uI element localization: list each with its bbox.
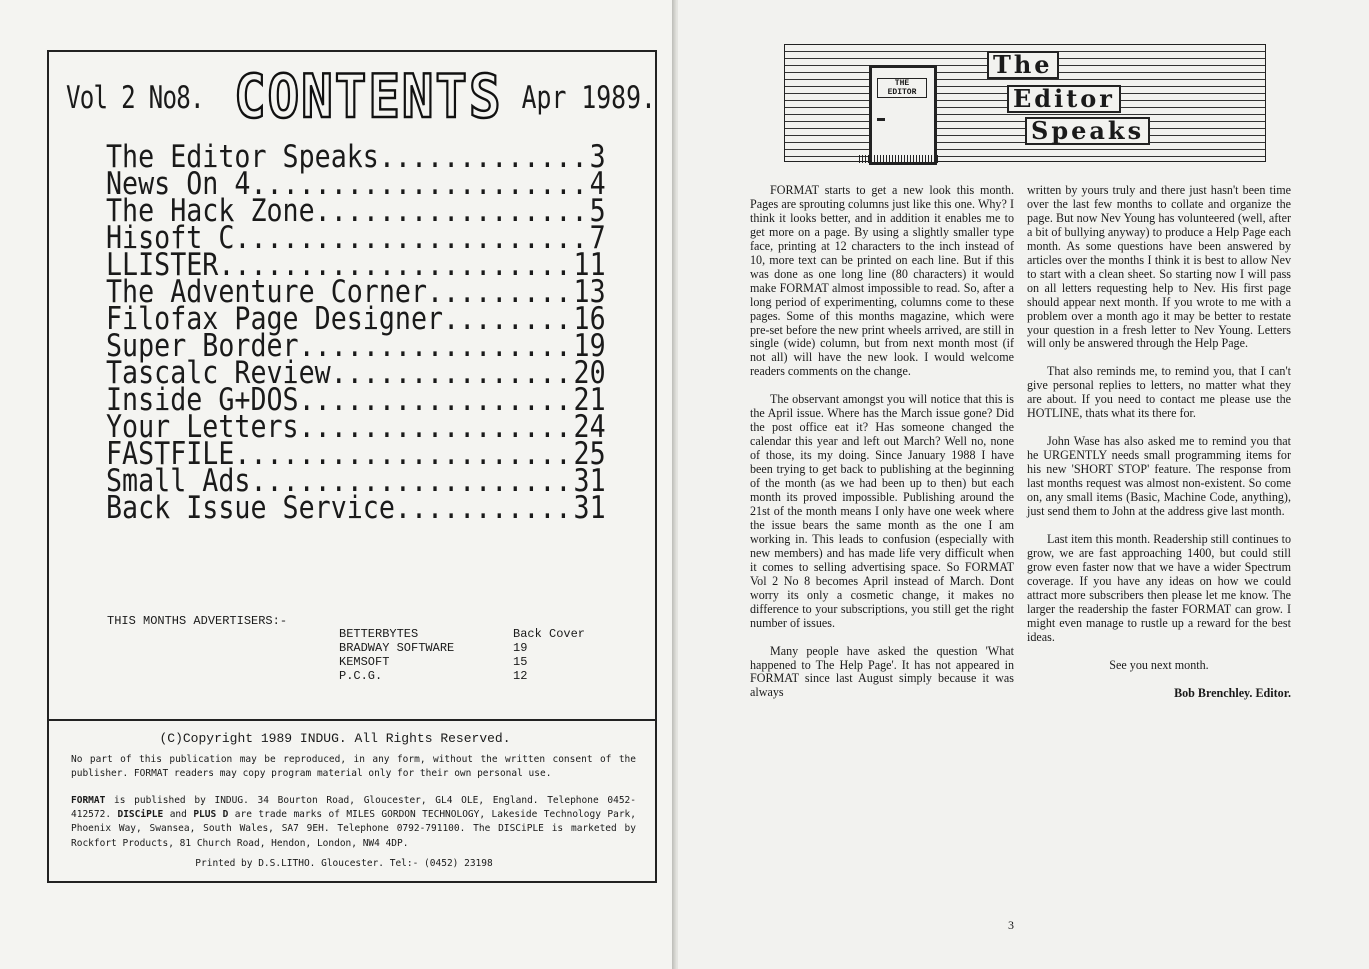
advertiser-name: P.C.G.: [339, 669, 383, 683]
toc-leader: [427, 279, 574, 306]
publisher-text-c: are trade marks of MILES GORDON TECHNOLOGY, Lakeside Technology Park, Phoenix Way, Swansea, South Wales, SA7 9EH. Telephone 0792-791100. The DISCiPLE is marketed by Rockfort Products, 81 Church Road, Hendon, London, NW4 4DP.: [71, 809, 636, 849]
toc-leader: [299, 414, 574, 441]
editor-banner: [784, 44, 1266, 162]
volume-label: Vol 2 No8.: [66, 80, 204, 116]
advertiser-page: 15: [513, 655, 528, 669]
toc-leader: [299, 333, 574, 360]
advertiser-row: [339, 655, 629, 669]
toc-page: 24: [573, 409, 606, 445]
toc-leader: [315, 198, 590, 225]
toc-leader: [443, 306, 573, 333]
closing-line: See you next month.: [1109, 657, 1209, 672]
toc-entry: [106, 490, 606, 526]
toc-leader: [395, 495, 574, 522]
toc-title: FASTFILE: [106, 436, 235, 472]
toc-leader: [331, 360, 574, 387]
advertiser-row: [339, 627, 629, 641]
advertiser-name: KEMSOFT: [339, 655, 390, 669]
toc-page: 20: [573, 355, 606, 391]
article-paragraph: Last item this month. Readership still continues to grow, we are fast approaching 1400, but could still grow even faster now that we have a wider Spectrum coverage. If you have any ideas on how we could attract more subscribers then please let me know. The larger the readership the faster FORMAT can grow. I might even manage to rustle up a reward for the best ideas.: [1027, 531, 1291, 644]
advertiser-page: 19: [513, 641, 528, 655]
article-paragraph: John Wase has also asked me to remind you that he URGENTLY needs small programming items for his new 'SHORT STOP' feature. The response from last months request was almost non-existent. So come on, any small items (Basic, Machine Code, anything), just send them to John at the address give last month.: [1027, 434, 1291, 519]
copyright-notice: (C)Copyright 1989 INDUG. All Rights Reserved.: [159, 731, 511, 746]
editor-page: [678, 0, 1369, 969]
toc-title: Super Border: [106, 328, 299, 364]
toc-title: Inside G+DOS: [106, 382, 299, 418]
masthead: [66, 60, 656, 140]
door-sign: [877, 78, 927, 98]
banner-word-2: Editor: [1007, 85, 1121, 113]
toc-page: 7: [589, 220, 606, 256]
article-column-right: [1027, 184, 1291, 715]
toc-leader: [299, 387, 574, 414]
toc-title: The Adventure Corner: [106, 274, 428, 310]
toc-page: 5: [589, 193, 606, 229]
publisher-text-b: and: [163, 809, 194, 821]
advertiser-page: Back Cover: [513, 627, 586, 641]
advertiser-row: [339, 641, 629, 655]
banner-word-3: Speaks: [1025, 117, 1150, 145]
toc-page: 13: [573, 274, 606, 310]
plusd-bold: PLUS D: [193, 809, 229, 821]
door-sign-line-1: THE: [894, 79, 910, 88]
toc-page: 16: [573, 301, 606, 337]
toc-title: The Hack Zone: [106, 193, 315, 229]
imprint-box: [49, 719, 655, 869]
door-sign-line-2: EDITOR: [887, 88, 917, 97]
format-bold: FORMAT: [71, 795, 106, 806]
doorstep-icon: [859, 155, 939, 163]
contents-page: [0, 0, 676, 969]
advertiser-page: 12: [513, 669, 528, 683]
toc-page: 25: [573, 436, 606, 472]
article-paragraph: written by yours truly and there just hasn't been time over the last few months to collate and organize the page. But now Nev Young has volunteered (well, after a bit of bullying anyway) to produce a Help Page each month. As some questions have been answered by articles over the months I think it is best to allow Nev to start with a clean sheet. So starting now I will pass on all letters requesting help to Nev. His first page should appear next month. If you wrote to me with a problem over a month ago it may be better to restate your question in a fresh letter to Nev Young. Letters will only be answered through the Help Page.: [1027, 183, 1291, 351]
advertiser-name: BETTERBYTES: [339, 627, 419, 641]
advertiser-name: BRADWAY SOFTWARE: [339, 641, 455, 655]
article-paragraph: The observant amongst you will notice that this is the April issue. Where has the March issue gone? Did the post office eat it? Has someone changed the calendar this year and left out March? Well no, none of those, its my doing. Since January 1988 I have been trying to get back to publishing at the beginning of the month (as we had been up to then) but each month its proved impossible. Publishing around the 21st of the month means I only have one week where the issue bears the same month as the one I am working in. This leads to confusion (especially with new members) and has made life very difficult when it comes to selling advertising space. So FORMAT Vol 2 No 8 becomes April instead of March. Dont worry its only a cosmetic change, it makes no difference to your subscriptions, you still get the right number of issues.: [750, 392, 1014, 630]
door-icon: [869, 65, 937, 165]
disciple-bold: DISCiPLE: [117, 809, 164, 821]
toc-leader: [234, 441, 573, 468]
toc-title: Back Issue Service: [106, 490, 395, 526]
editor-signature: Bob Brenchley. Editor.: [1174, 685, 1291, 700]
article-paragraph: FORMAT starts to get a new look this month. Pages are sprouting columns just like this one. Why? I think it looks better, and in addition it enables me to get more on a page. By using a slightly smaller type face, printing at 12 characters to the inch instead of 10, more text can be printed on each line. But if this was done as one long line (80 characters) it would make FORMAT almost impossible to read. So, after a long period of experimenting, columns come to these pages. Some of this months magazine, which were pre-set before the new print wheels arrived, are still in single (wide) column, but from next month most (if not all) will have the new look. I would welcome readers comments on the change.: [750, 183, 1014, 379]
banner-word-1: The: [987, 51, 1059, 79]
toc-title: LLISTER: [106, 247, 219, 283]
advertisers-list: [339, 627, 629, 683]
toc-title: Your Letters: [106, 409, 299, 445]
issue-date: Apr 1989.: [521, 80, 656, 116]
toc-title: Hisoft C: [106, 220, 235, 256]
contents-frame: [47, 50, 657, 883]
publisher-notice: [71, 794, 636, 851]
toc-title: The Editor Speaks: [106, 139, 379, 175]
advertiser-row: [339, 669, 629, 683]
article-column-left: [750, 184, 1014, 714]
article-paragraph: That also reminds me, to remind you, that I can't give personal replies to letters, no matter what they are about. If you need to contact me please use the HOTLINE, thats what its there for.: [1027, 364, 1291, 421]
reproduction-notice: No part of this publication may be reproduced, in any form, without the written consent of the publisher. FORMAT readers may copy program material only for their own personal use.: [71, 754, 636, 780]
toc-page: 31: [573, 490, 606, 526]
contents-title: CONTENTS: [234, 62, 503, 132]
printer-credit: Printed by D.S.LITHO. Gloucester. Tel:- (0452) 23198: [195, 858, 493, 869]
advertisers-heading: THIS MONTHS ADVERTISERS:-: [107, 614, 288, 628]
page-number: 3: [1008, 918, 1014, 932]
toc-page: 19: [573, 328, 606, 364]
toc-title: Tascalc Review: [106, 355, 331, 391]
toc-page: 3: [589, 139, 606, 175]
article-paragraph: Many people have asked the question 'What happened to The Help Page'. It has not appeared in FORMAT since last August simply because it was always: [750, 643, 1014, 700]
toc-page: 4: [589, 166, 606, 202]
toc-title: Filofax Page Designer: [106, 301, 444, 337]
toc-leader: [379, 144, 590, 171]
table-of-contents: [106, 139, 606, 526]
publisher-text-a: is published by INDUG. 34 Bourton Road, Gloucester, GL4 OLE, England. Telephone 0452-412572.: [71, 795, 636, 821]
toc-page: 31: [573, 463, 606, 499]
toc-page: 21: [573, 382, 606, 418]
toc-page: 11: [573, 247, 606, 283]
door-handle-icon: [877, 118, 885, 121]
toc-leader: [234, 225, 589, 252]
toc-title: News On 4: [106, 166, 251, 202]
toc-title: Small Ads: [106, 463, 251, 499]
